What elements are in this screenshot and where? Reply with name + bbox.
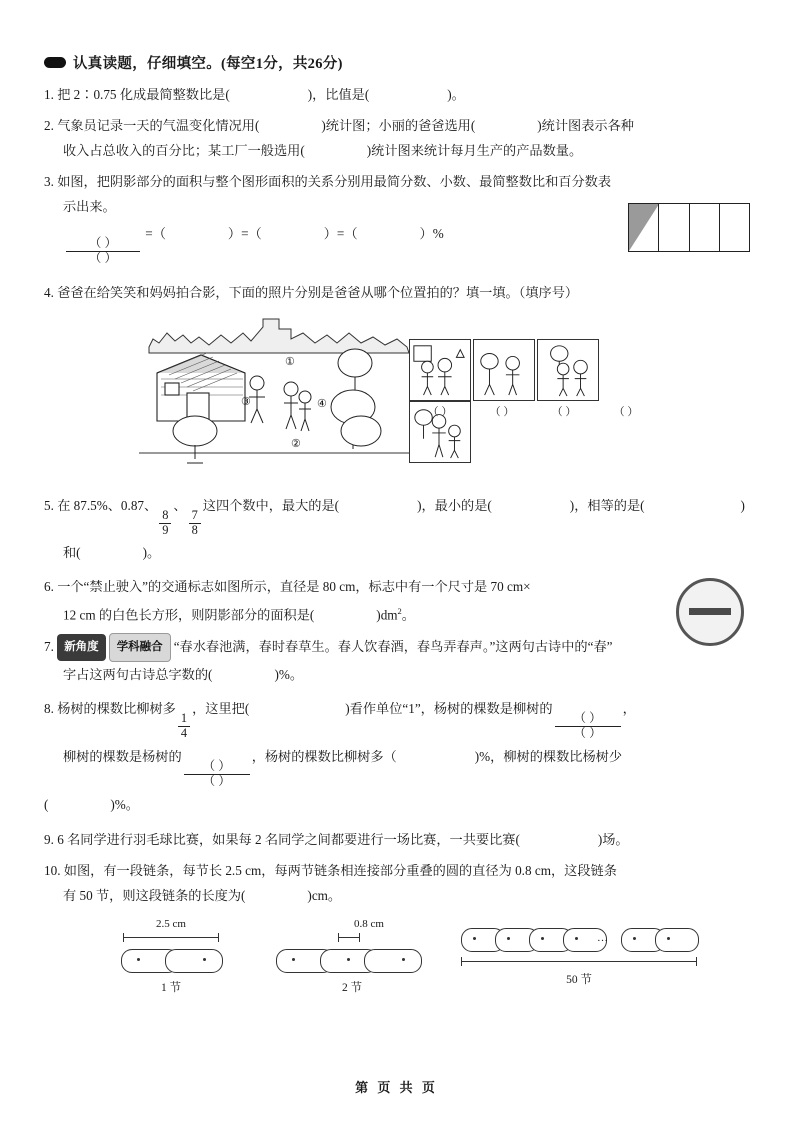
q2-text-e: )统计图来统计每月生产的产品数量。 — [366, 143, 583, 158]
q5-fraction-2 — [189, 509, 201, 538]
badge-new-angle: 新角度 — [57, 634, 106, 661]
q1-text-a: 把 2∶0.75 化成最简整数比是( — [57, 87, 230, 102]
q4-answer-3[interactable]: （ ） — [551, 405, 577, 418]
q6-sup: 2 — [397, 605, 402, 616]
q5-fraction-2-numerator: 7 — [189, 509, 201, 524]
question-7 — [44, 633, 750, 687]
q4-photo-3[interactable] — [537, 339, 599, 401]
q3-cell-4 — [719, 204, 749, 252]
q8-fraction-2-denominator[interactable]: （ ） — [573, 725, 602, 740]
chain-ellipsis: … — [597, 931, 608, 944]
bullet-icon — [44, 57, 66, 68]
q8-text-g: )%，柳树的棵数比杨树少 — [474, 748, 623, 764]
page-footer: 第 页 共 页 — [355, 1080, 438, 1095]
chain-50-links — [461, 924, 697, 954]
chain-group-2 — [272, 918, 432, 995]
svg-text:③: ③ — [241, 395, 251, 408]
q10-text-a: 如图，有一段链条，每节长 2.5 cm，每两节链条相连接部分重叠的圆的直径为 0.8 cm，这段链条 — [63, 862, 617, 878]
q4-scene-drawing — [139, 313, 419, 481]
q3-fraction[interactable] — [66, 237, 140, 266]
q5-fraction-1-numerator: 8 — [159, 509, 171, 524]
chain-1-caption: 1 节 — [160, 981, 182, 994]
q4-photo-1[interactable] — [409, 339, 471, 401]
q8-text-i: )%。 — [110, 796, 139, 812]
chain-dot — [473, 937, 476, 940]
question-5: 5. 在 87.5%、0.87、 $\frac{8}{9}$ 、 $\frac{7}{8}$ 这四个数中，最大的是( )，最小的是( )，相等的是( ) 和( )。 — [44, 497, 745, 560]
q9-text-a: 6 名同学进行羽毛球比赛，如果每 2 名同学之间都要进行一场比赛，一共要比赛( — [57, 831, 520, 847]
q4-photo-1-drawing — [410, 340, 468, 398]
chain-dot — [402, 958, 405, 961]
q4-photo-row — [409, 339, 661, 411]
q1-num: 1. — [44, 87, 54, 102]
q1-text-b: )，比值是( — [307, 87, 370, 102]
q2-text-d: 收入占总收入的百分比；某工厂一般选用( — [63, 143, 305, 158]
q4-answer-2[interactable]: （ ） — [489, 405, 515, 418]
chain-1-dim-bar — [123, 932, 219, 943]
chain-dot — [575, 937, 578, 940]
q2-text-b: )统计图；小丽的爸爸选用( — [321, 118, 476, 133]
chain-dot — [347, 958, 350, 961]
q4-photo-answer-labels — [409, 403, 661, 419]
q4-photo-3-drawing — [538, 340, 596, 398]
q6-text-b: 12 cm 的白色长方形，则阴影部分的面积是( — [63, 606, 315, 622]
q8-text-c: )看作单位“1”，杨树的棵数是柳树的 — [345, 700, 553, 716]
q4-answer-1[interactable]: （ ） — [427, 405, 453, 418]
chain-1-links — [121, 945, 221, 975]
chain-link — [165, 949, 223, 973]
chain-50-dim-bar — [461, 956, 697, 967]
q8-text-f: ，杨树的棵数比柳树多（ — [251, 748, 397, 764]
section-header — [44, 52, 750, 73]
chain-dot — [137, 958, 140, 961]
q10-chain-figure — [44, 918, 750, 1004]
chain-link — [655, 928, 699, 952]
q1-text-c: )。 — [447, 87, 465, 102]
q3-eq2: ）=（ — [227, 226, 262, 241]
q4-answer-4[interactable]: （ ） — [613, 405, 639, 418]
q3-shaded-rectangle-figure — [628, 203, 750, 251]
q9-num: 9. — [44, 831, 54, 847]
question-10 — [44, 858, 750, 908]
worksheet-content — [44, 52, 750, 1004]
q10-num: 10. — [44, 862, 61, 878]
q5-fraction-1 — [159, 509, 171, 538]
q6-num: 6. — [44, 578, 54, 594]
q3-cell-2 — [659, 204, 689, 252]
q8-num: 8. — [44, 700, 54, 716]
chain-dot — [507, 937, 510, 940]
q8-fraction-3-denominator[interactable]: （ ） — [202, 773, 231, 788]
q3-eq3: ）=（ — [323, 226, 358, 241]
q7-text-a: “春水春池满，春时春草生。春人饮春酒，春鸟弄春声。”这两句古诗中的“春” — [173, 638, 613, 654]
svg-text:②: ② — [291, 437, 301, 450]
question-6 — [44, 574, 750, 627]
q2-text-c: )统计图表示各种 — [537, 118, 634, 133]
q4-text-a: 爸爸在给笑笑和妈妈拍合影，下面的照片分别是爸爸从哪个位置拍的？填一填。（填序号） — [57, 284, 579, 300]
q8-fraction-1 — [178, 712, 190, 741]
q5-text-b: 这四个数中，最大的是( — [202, 497, 340, 513]
q4-illustration — [44, 311, 750, 483]
q4-photo-2[interactable] — [473, 339, 535, 401]
chain-link — [364, 949, 422, 973]
q9-text-b: )场。 — [597, 831, 629, 847]
q8-text-a: 杨树的棵数比柳树多 — [57, 700, 176, 716]
q8-text-e: 柳树的棵数是杨树的 — [63, 748, 182, 764]
q5-text-f: 和( — [63, 544, 81, 560]
q3-eq1: =（ — [145, 226, 166, 241]
question-2 — [44, 113, 750, 163]
q8-text-d: ， — [622, 700, 636, 716]
q8-fraction-2[interactable] — [555, 712, 621, 741]
question-1 — [44, 82, 750, 107]
question-3 — [44, 169, 750, 266]
q5-text-d: )，相等的是( — [569, 497, 645, 513]
question-9 — [44, 827, 750, 852]
chain-group-50 — [454, 924, 704, 987]
q5-text-c: )，最小的是( — [417, 497, 492, 513]
q8-text-b: ，这里把( — [192, 700, 250, 716]
q2-text-a: 气象员记录一天的气温变化情况用( — [57, 118, 260, 133]
chain-2-links — [276, 945, 428, 975]
q7-text-b: 字占这两句古诗总字数的( — [63, 666, 213, 682]
chain-dot — [667, 937, 670, 940]
q10-text-c: )cm。 — [307, 887, 342, 903]
chain-1-dim-label: 2.5 cm — [156, 917, 186, 930]
q4-num: 4. — [44, 284, 54, 300]
section-title: 认真读题，仔细填空。(每空1分，共26分) — [73, 56, 343, 72]
badge-interdisciplinary: 学科融合 — [109, 633, 171, 662]
chain-dot — [541, 937, 544, 940]
q6-text-c: )dm — [376, 606, 398, 622]
q3-fraction-denominator[interactable]: （ ） — [89, 250, 117, 265]
q3-cell-3 — [689, 204, 719, 252]
chain-dot — [292, 958, 295, 961]
chain-2-dim-bar — [338, 932, 360, 943]
q3-text-b: 示出来。 — [63, 199, 116, 214]
chain-group-1 — [106, 918, 236, 995]
q5-text-g: )。 — [142, 544, 161, 560]
chain-50-caption: 50 节 — [566, 973, 592, 986]
q8-fraction-1-numerator: 1 — [178, 712, 190, 727]
q3-text-a: 如图，把阴影部分的面积与整个图形面积的关系分别用最简分数、小数、最简整数比和百分数表 — [57, 174, 612, 189]
q8-fraction-2-numerator[interactable]: （ ） — [555, 712, 621, 727]
svg-text:①: ① — [285, 355, 295, 368]
chain-dot — [633, 937, 636, 940]
q3-cell-shaded — [629, 204, 659, 252]
question-4 — [44, 280, 750, 305]
q3-eq4: ）% — [419, 226, 444, 241]
q7-num: 7. — [44, 638, 54, 654]
chain-2-caption: 2 节 — [341, 981, 363, 994]
q5-fraction-1-denominator: 9 — [162, 522, 169, 537]
q8-fraction-1-denominator: 4 — [180, 725, 188, 740]
chain-dot — [203, 958, 206, 961]
q7-text-c: )%。 — [274, 666, 304, 682]
q3-num: 3. — [44, 174, 54, 189]
q4-photo-2-drawing — [474, 340, 532, 398]
svg-text:④: ④ — [317, 397, 327, 410]
q5-text-e: ) — [740, 497, 745, 513]
q3-fraction-numerator[interactable]: （ ） — [66, 237, 140, 252]
q5-fraction-2-denominator: 8 — [191, 522, 198, 537]
q2-num: 2. — [44, 118, 54, 133]
q8-text-h: ( — [44, 796, 49, 812]
chain-2-dim-label: 0.8 cm — [354, 917, 384, 930]
q6-text-a: 一个“禁止驶入”的交通标志如图所示，直径是 80 cm，标志中有一个尺寸是 70 cm× — [57, 578, 531, 594]
q10-text-b: 有 50 节，则这段链条的长度为( — [63, 887, 246, 903]
q5-num: 5. — [44, 497, 54, 513]
q8-fraction-3-numerator[interactable]: （ ） — [184, 760, 250, 775]
q8-fraction-3[interactable] — [184, 760, 250, 789]
q6-text-d: 。 — [401, 606, 415, 622]
no-entry-bar — [689, 608, 731, 615]
question-8 — [44, 693, 750, 821]
q5-text-a: 在 87.5%、0.87、 — [57, 497, 158, 513]
